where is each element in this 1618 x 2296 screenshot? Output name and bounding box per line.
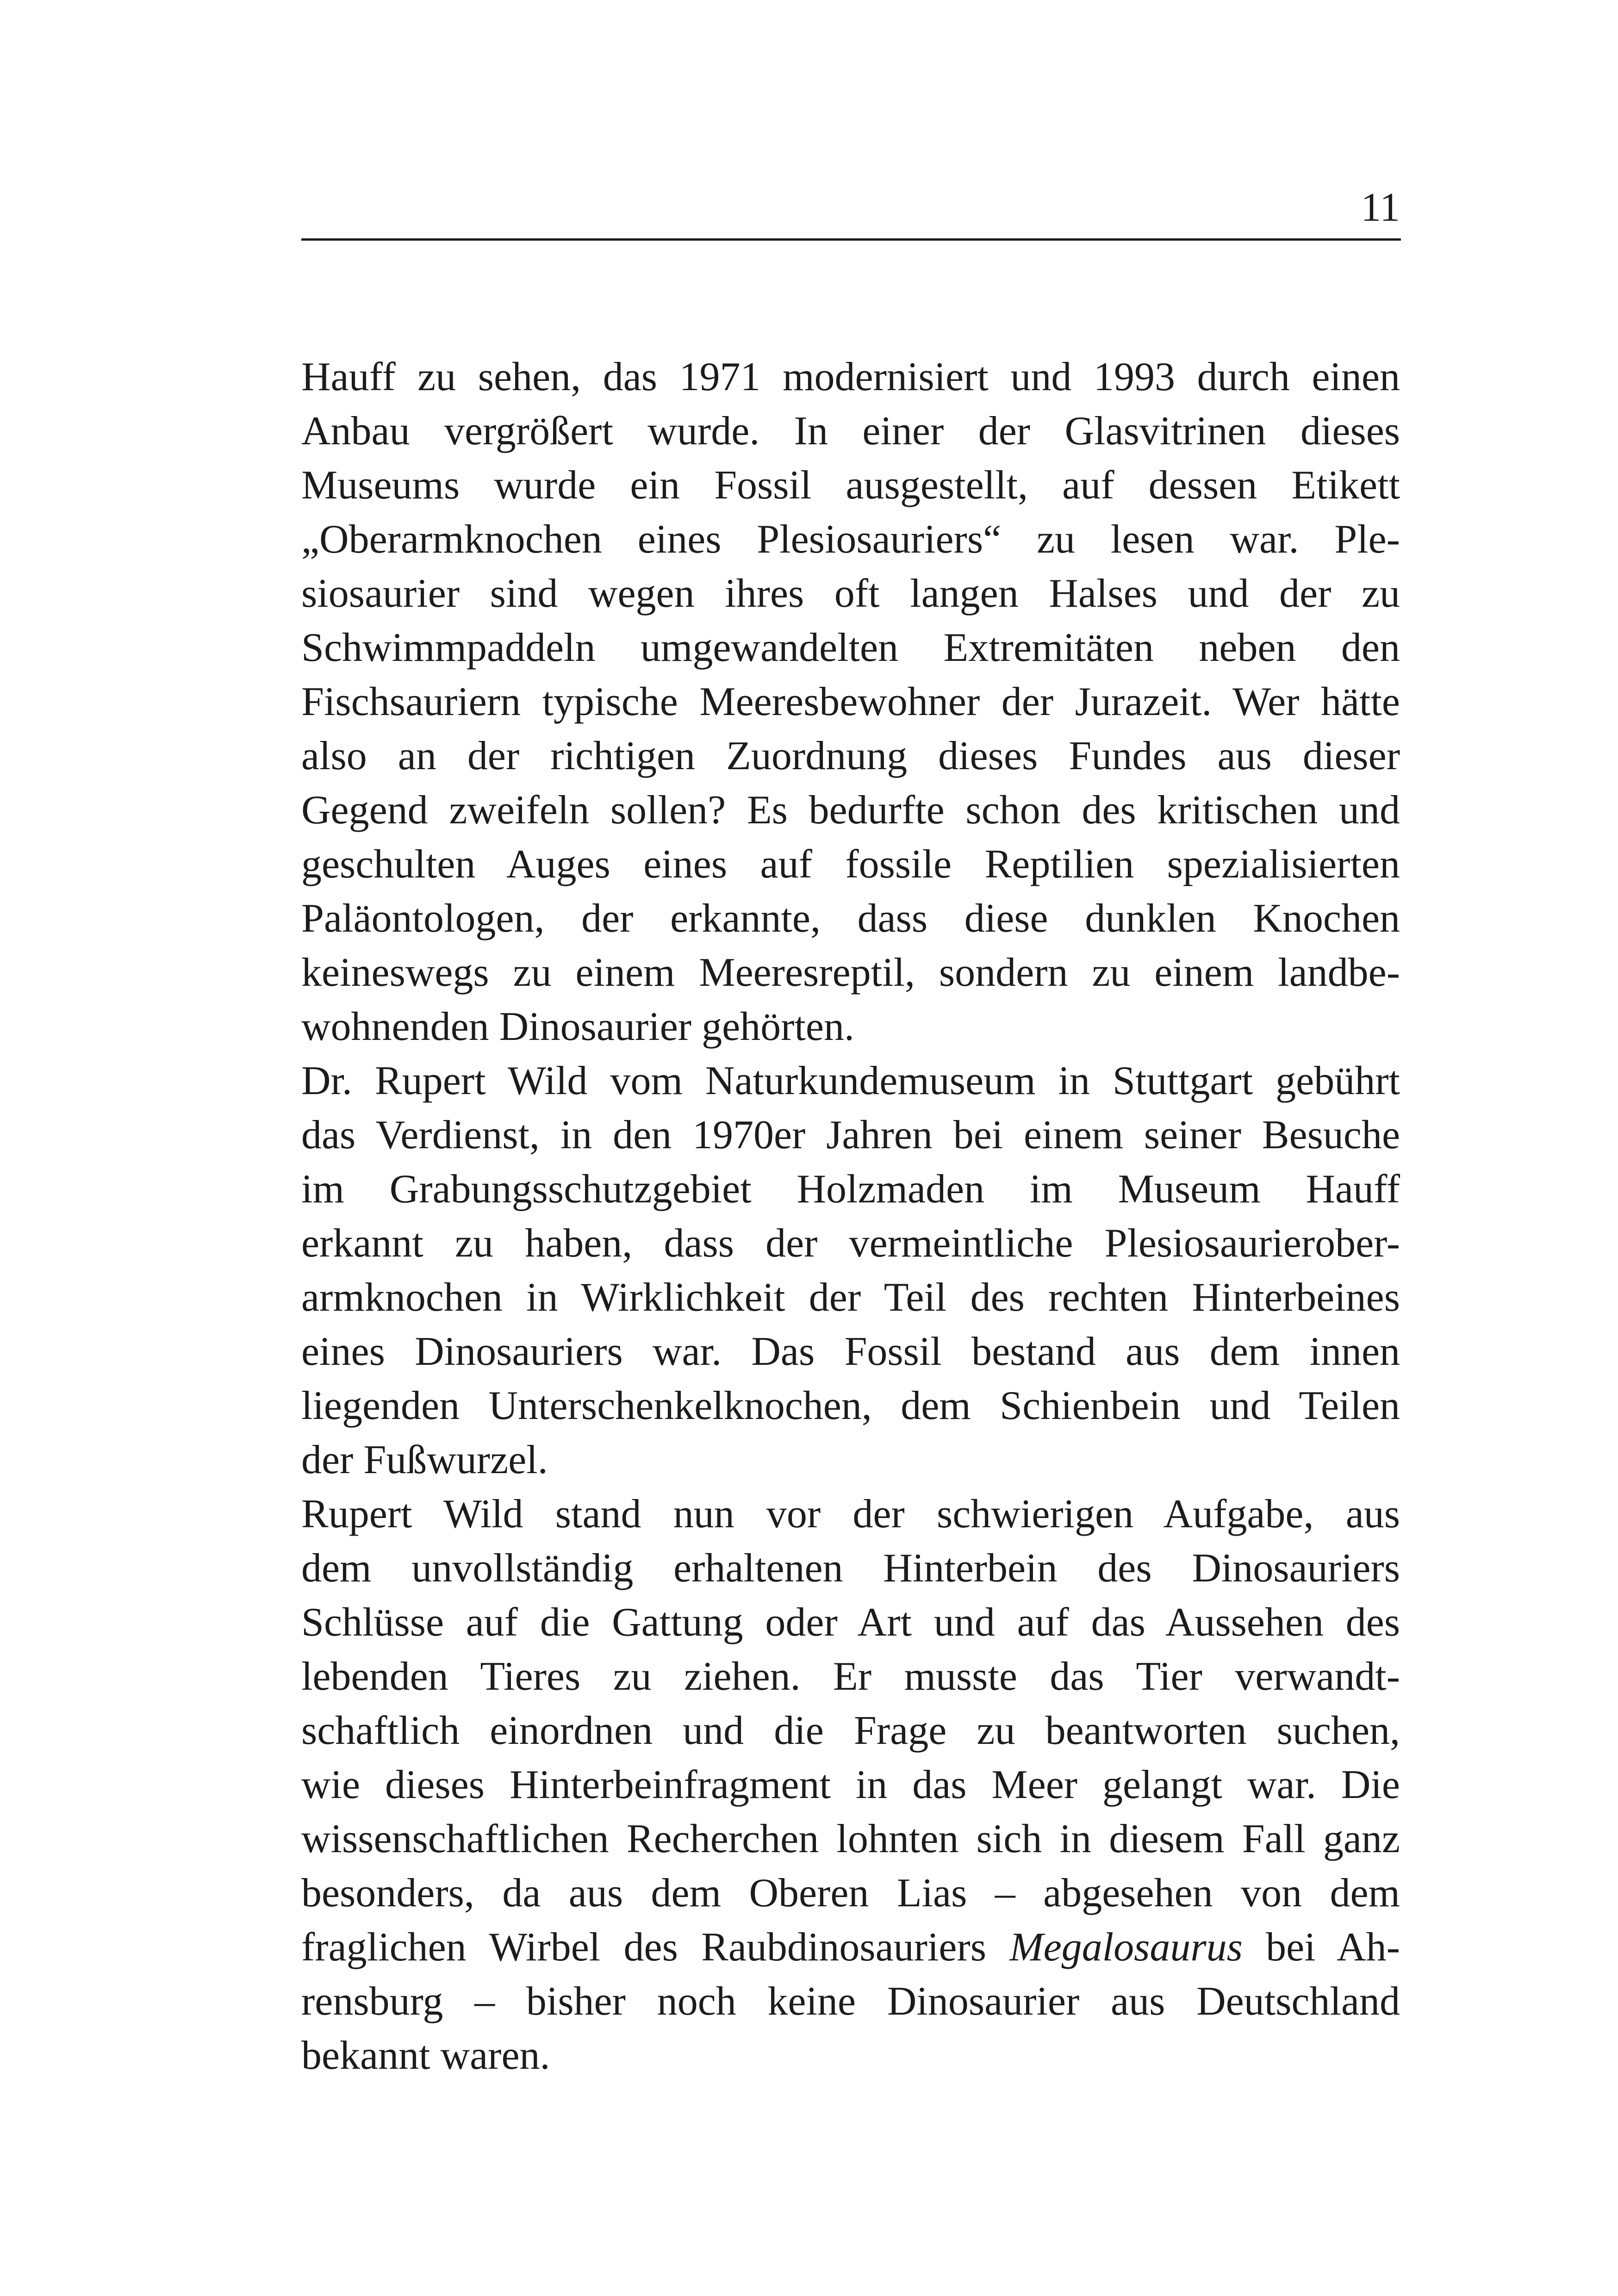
line-segment: bei Ah- — [1242, 1925, 1400, 1970]
text-line: eines Dinosauriers war. Das Fossil bestand aus dem innen — [301, 1329, 1400, 1374]
text-line: der Fußwurzel. — [301, 1437, 548, 1482]
text-line: das Verdienst, in den 1970er Jahren bei einem seiner Besuche — [301, 1113, 1400, 1157]
text-line: Museums wurde ein Fossil ausgestellt, auf dessen Etikett — [301, 463, 1400, 508]
text-line: wie dieses Hinterbeinfragment in das Meer gelangt war. Die — [301, 1762, 1400, 1807]
page-number: 11 — [1361, 185, 1400, 230]
text-line: geschulten Auges eines auf fossile Reptilien spezialisierten — [301, 842, 1400, 887]
header-rule — [301, 238, 1401, 241]
text-line: wissenschaftlichen Recherchen lohnten sich in diesem Fall ganz — [301, 1817, 1400, 1861]
text-line: erkannt zu haben, dass der vermeintliche Plesiosaurierober- — [301, 1221, 1400, 1266]
text-line: Schwimmpaddeln umgewandelten Extremitäten neben den — [301, 625, 1400, 670]
paragraph — [301, 1054, 1400, 1487]
text-line: keineswegs zu einem Meeresreptil, sondern zu einem landbe- — [301, 950, 1400, 995]
body-text — [301, 350, 1400, 2083]
text-line: schaftlich einordnen und die Frage zu beantworten suchen, — [301, 1708, 1400, 1753]
text-line: lebenden Tieres zu ziehen. Er musste das Tier verwandt- — [301, 1654, 1400, 1699]
italic-taxon-name: Megalosaurus — [1009, 1925, 1243, 1970]
text-line: wohnenden Dinosaurier gehörten. — [301, 1004, 854, 1049]
text-line: Dr. Rupert Wild vom Naturkundemuseum in Stuttgart gebührt — [301, 1058, 1400, 1103]
text-line: rensburg – bisher noch keine Dinosaurier aus Deutschland — [301, 1979, 1400, 2024]
text-line: besonders, da aus dem Oberen Lias – abgesehen von dem — [301, 1871, 1400, 1916]
text-line — [301, 1920, 1400, 1974]
text-line: liegenden Unterschenkelknochen, dem Schienbein und Teilen — [301, 1383, 1400, 1428]
text-line: Hauff zu sehen, das 1971 modernisiert und 1993 durch einen — [301, 355, 1400, 399]
text-line: also an der richtigen Zuordnung dieses Fundes aus dieser — [301, 734, 1400, 778]
text-line: im Grabungsschutzgebiet Holzmaden im Museum Hauff — [301, 1167, 1400, 1212]
line-segment: fraglichen Wirbel des Raubdinosauriers — [301, 1925, 1010, 1970]
text-line: Schlüsse auf die Gattung oder Art und auf das Aussehen des — [301, 1600, 1400, 1645]
text-line: Fischsauriern typische Meeresbewohner der Jurazeit. Wer hätte — [301, 679, 1400, 724]
text-line: bekannt waren. — [301, 2033, 550, 2078]
text-line: armknochen in Wirklichkeit der Teil des rechten Hinterbeines — [301, 1275, 1400, 1320]
text-line: Anbau vergrößert wurde. In einer der Glasvitrinen dieses — [301, 409, 1400, 454]
text-line: Paläontologen, der erkannte, dass diese dunklen Knochen — [301, 896, 1400, 941]
text-line: dem unvollständig erhaltenen Hinterbein des Dinosauriers — [301, 1546, 1400, 1591]
paragraph — [301, 350, 1400, 1054]
text-line: Rupert Wild stand nun vor der schwierigen Aufgabe, aus — [301, 1492, 1400, 1537]
text-line: Gegend zweifeln sollen? Es bedurfte schon des kritischen und — [301, 788, 1400, 833]
text-line: siosaurier sind wegen ihres oft langen Halses und der zu — [301, 571, 1400, 616]
text-line: „Oberarmknochen eines Plesiosauriers“ zu lesen war. Ple- — [301, 517, 1400, 562]
paragraph — [301, 1487, 1400, 2083]
